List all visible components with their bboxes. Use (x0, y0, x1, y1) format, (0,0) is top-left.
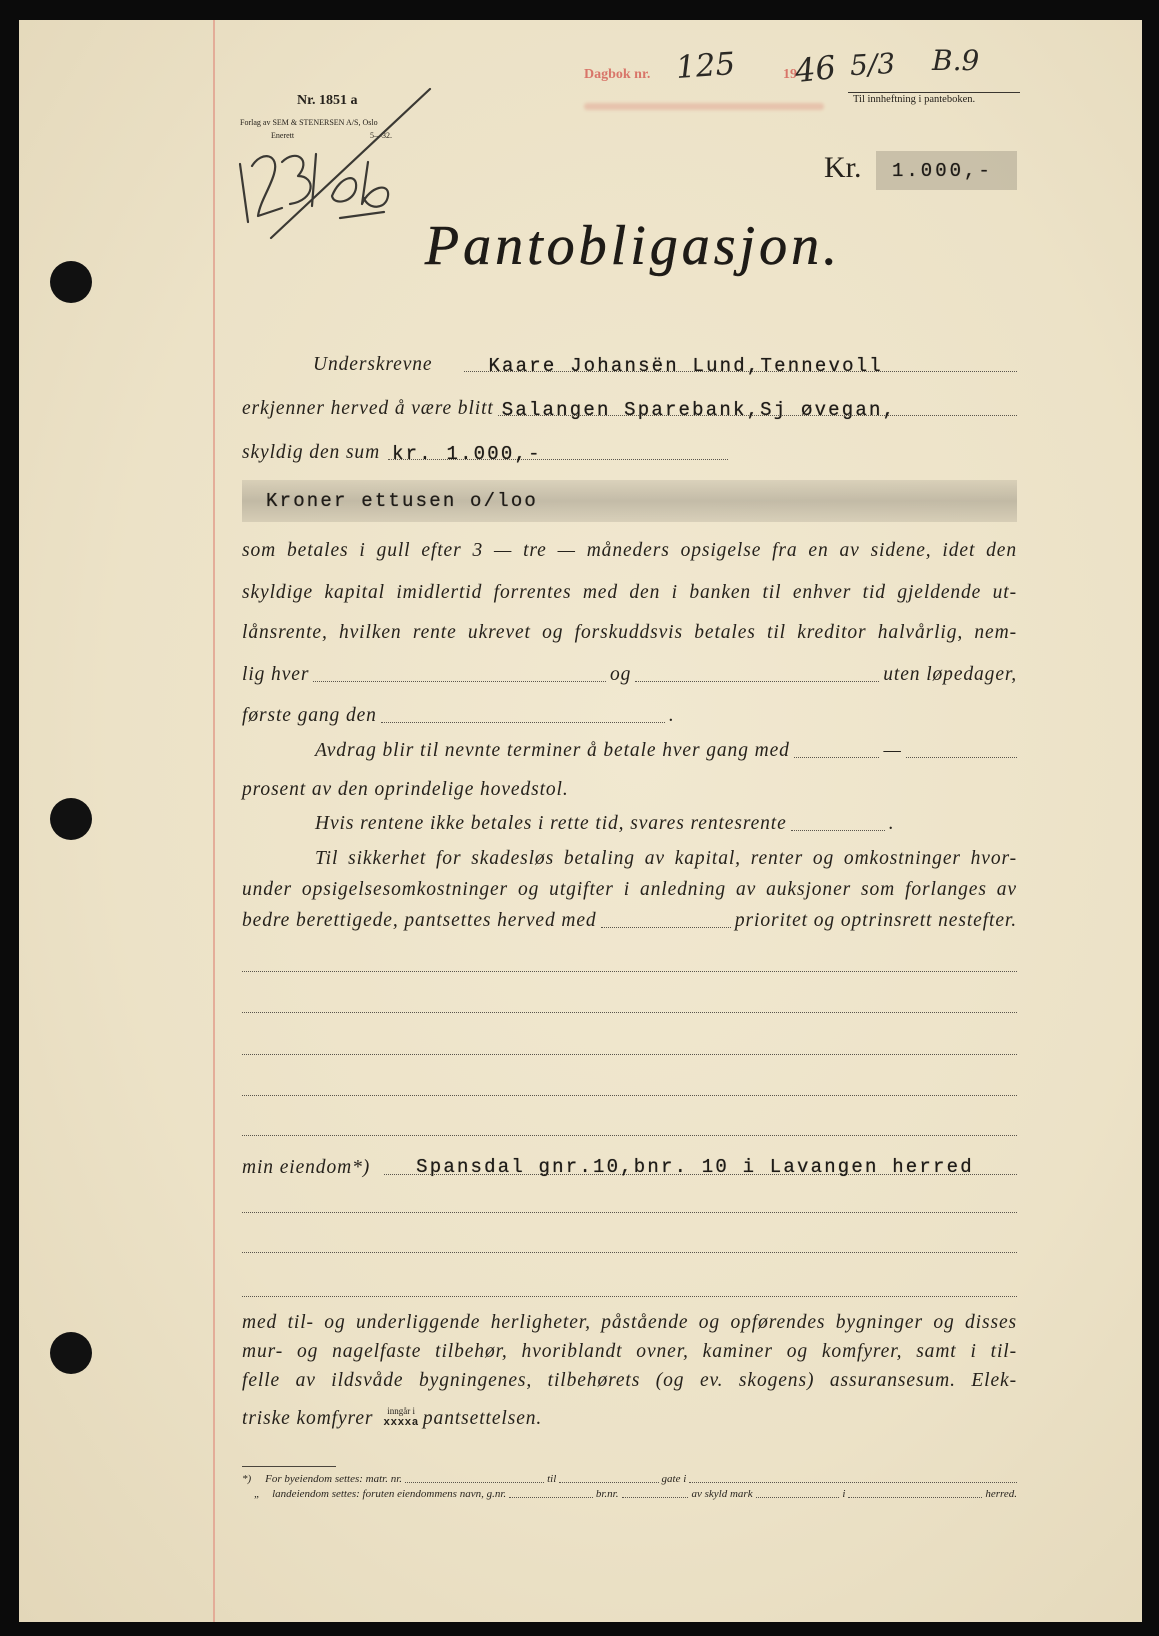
blank-dotted-line[interactable] (242, 1095, 1017, 1096)
terms-text: — (883, 740, 902, 761)
blank-dotted-line[interactable] (242, 1212, 1017, 1213)
property-value: Spansdal gnr.10,bnr. 10 i Lavangen herred (416, 1156, 974, 1178)
blank-dotted-line[interactable] (242, 1135, 1017, 1136)
interest-dates-line (242, 663, 1017, 687)
terms-text: Avdrag blir til nevnte terminer å betale hver gang med (315, 740, 790, 761)
terms-text: . (668, 705, 675, 726)
diary-stamp-label: Dagbok nr. (584, 67, 651, 82)
red-margin-line (213, 20, 215, 1622)
sum-label: skyldig den sum (242, 442, 381, 463)
appurtenance-line: med til- og underliggende herligheter, påstående og opførendes bygninger og disses (242, 1312, 1017, 1333)
footnote-rule (242, 1466, 336, 1467)
terms-line: skyldige kapital imidlertid forrentes med den i banken til enhver tid gjeldende ut- (242, 582, 1017, 603)
blank-dotted-line[interactable] (242, 971, 1017, 972)
first-payment-line (242, 704, 1017, 728)
terms-text: prioritet og optrinsrett nestefter. (734, 910, 1017, 931)
footnote-field[interactable] (622, 1497, 689, 1498)
priority-line (242, 909, 1017, 933)
terms-line: lånsrente, hvilken rente ukrevet og forskuddsvis betales til kreditor halvårlig, nem- (242, 622, 1017, 643)
footnote-mark: *) (242, 1473, 252, 1485)
amount-box (876, 151, 1017, 190)
copyright-line: Enerett (271, 131, 295, 140)
stamp-year-suffix: 46 (793, 47, 838, 91)
footnote-mark: „ (254, 1488, 261, 1500)
appurtenance-line: felle av ildsvåde bygningenes, tilbehørets (og ev. skogens) assuransesum. Elek- (242, 1370, 1017, 1391)
punch-hole (50, 261, 92, 303)
debtor-field[interactable] (438, 353, 1017, 377)
sum-line (242, 441, 1017, 465)
note-rule (848, 92, 1020, 93)
installment-field[interactable] (906, 757, 1017, 758)
blank-dotted-line[interactable] (242, 1012, 1017, 1013)
terms-line: under opsigelsesomkostninger og utgifter i anledning av auksjoner som forlanges av (242, 879, 1017, 900)
appurtenance-text: pantsettelsen. (422, 1408, 543, 1429)
diary-number: 125 (674, 45, 737, 87)
second-date-field[interactable] (635, 681, 879, 682)
binding-note: Til innheftning i panteboken. (853, 94, 976, 105)
sum-in-words: Kroner ettusen o/loo (266, 490, 539, 512)
stamp-year-prefix: 19 (783, 67, 797, 82)
terms-text: Hvis rentene ikke betales i rette tid, svares rentesrente (315, 813, 787, 834)
document-title: Pantobligasjon. (424, 215, 842, 277)
footnote-text: landeiendom settes: foruten eiendommens navn, g.nr. (272, 1488, 507, 1500)
terms-line: Til sikkerhet for skadesløs betaling av kapital, renter og omkostninger hvor- (315, 848, 1017, 869)
first-date-field[interactable] (313, 681, 606, 682)
creditor-line (242, 397, 1017, 421)
faded-stamp-line (584, 103, 824, 110)
terms-line: som betales i gull efter 3 — tre — måneders opsigelse fra en av sidene, idet den (242, 540, 1017, 561)
creditor-field[interactable] (498, 397, 1017, 421)
inclusion-insert: inngår i (387, 1406, 415, 1416)
book-reference: B.9 (932, 44, 980, 77)
terms-text: bedre berettigede, pantsettes herved med (242, 910, 597, 931)
footnote-text: til (547, 1473, 557, 1485)
footnote-field[interactable] (559, 1482, 658, 1483)
stove-clause-line (242, 1407, 1017, 1431)
edition-line: 5—32. (370, 131, 392, 140)
first-payment-field[interactable] (381, 722, 665, 723)
terms-text: . (888, 813, 895, 834)
debtor-label: Underskrevne (313, 354, 433, 375)
footnote-text: i (842, 1488, 846, 1500)
appurtenance-line: mur- og nagelfaste tilbehør, hvoriblandt ovner, kaminer og komfyrer, samt i til- (242, 1341, 1017, 1362)
struck-out-text: xxxxa (383, 1417, 419, 1429)
punch-hole (50, 798, 92, 840)
blank-dotted-line[interactable] (242, 1252, 1017, 1253)
footnote-text: herred. (985, 1488, 1018, 1500)
property-field[interactable] (376, 1156, 1017, 1180)
footnote-field[interactable] (509, 1497, 593, 1498)
debtor-name: Kaare Johansën Lund,Tennevoll (488, 355, 883, 377)
amount-value: 1.000,- (892, 160, 993, 182)
footnote-text: gate i (661, 1473, 687, 1485)
footnote-text: av skyld mark (691, 1488, 753, 1500)
terms-text: uten løpedager, (883, 664, 1017, 685)
sum-value: kr. 1.000,- (392, 443, 542, 465)
installment-line (315, 739, 1017, 763)
terms-text: lig hver (242, 664, 310, 685)
penalty-interest-line (315, 812, 1017, 836)
footnote-field[interactable] (689, 1482, 1017, 1483)
blank-dotted-line[interactable] (242, 1054, 1017, 1055)
sum-in-words-band[interactable] (242, 480, 1017, 522)
footnote-field[interactable] (848, 1497, 982, 1498)
publisher-line: Forlag av SEM & STENERSEN A/S, Oslo (240, 118, 378, 127)
creditor-name: Salangen Sparebank,Sj øvegan, (501, 399, 897, 421)
footnote-text: For byeiendom settes: matr. nr. (265, 1473, 403, 1485)
property-label: min eiendom*) (242, 1157, 371, 1178)
footnote-field[interactable] (756, 1497, 840, 1498)
blank-dotted-line[interactable] (242, 1296, 1017, 1297)
footnote-text: br.nr. (595, 1488, 619, 1500)
terms-line: prosent av den oprindelige hovedstol. (242, 779, 569, 800)
footnote-city (242, 1472, 1017, 1486)
stove-inclusion-choice (383, 1406, 419, 1428)
footnote-rural (242, 1487, 1017, 1501)
property-line (242, 1156, 1017, 1180)
currency-label: Kr. (824, 151, 862, 184)
priority-field[interactable] (601, 927, 731, 928)
appurtenance-text: triske komfyrer (242, 1408, 374, 1429)
creditor-label: erkjenner herved å være blitt (242, 398, 494, 419)
sum-field[interactable] (388, 441, 728, 465)
footnote-field[interactable] (405, 1482, 544, 1483)
form-number: Nr. 1851 a (297, 93, 358, 108)
penalty-interest-field[interactable] (791, 830, 885, 831)
terms-text: første gang den (242, 705, 377, 726)
installment-field[interactable] (794, 757, 880, 758)
punch-hole (50, 1332, 92, 1374)
terms-text: og (610, 664, 632, 685)
registration-date: 5/3 (849, 46, 896, 83)
debtor-line (313, 353, 1017, 377)
